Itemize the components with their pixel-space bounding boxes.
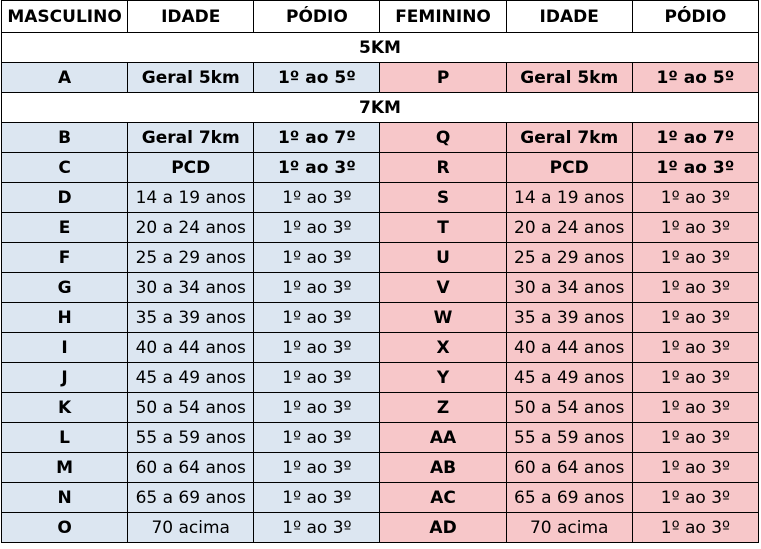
- female-code-cell: V: [380, 273, 506, 303]
- female-podium-cell: 1º ao 3º: [632, 213, 758, 243]
- male-code-cell: O: [2, 513, 128, 543]
- male-podium-cell: 1º ao 3º: [254, 393, 380, 423]
- female-podium-cell: 1º ao 3º: [632, 513, 758, 543]
- female-podium-cell: 1º ao 3º: [632, 153, 758, 183]
- male-age-cell: 70 acima: [128, 513, 254, 543]
- female-code-cell: T: [380, 213, 506, 243]
- table-row: [2, 363, 759, 393]
- female-code-cell: AB: [380, 453, 506, 483]
- female-podium-cell: 1º ao 7º: [632, 123, 758, 153]
- section-row-7km: [2, 93, 759, 123]
- male-code-cell: D: [2, 183, 128, 213]
- male-code-cell: M: [2, 453, 128, 483]
- table-row: [2, 393, 759, 423]
- header-podio-m: PÓDIO: [254, 1, 380, 33]
- female-code-cell: S: [380, 183, 506, 213]
- female-age-cell: 60 a 64 anos: [506, 453, 632, 483]
- female-code-cell: AA: [380, 423, 506, 453]
- male-podium-cell: 1º ao 3º: [254, 423, 380, 453]
- male-age-cell: Geral 7km: [128, 123, 254, 153]
- female-podium-cell: 1º ao 3º: [632, 243, 758, 273]
- male-age-cell: 60 a 64 anos: [128, 453, 254, 483]
- female-podium-cell: 1º ao 3º: [632, 303, 758, 333]
- male-age-cell: 20 a 24 anos: [128, 213, 254, 243]
- male-age-cell: 65 a 69 anos: [128, 483, 254, 513]
- male-code-cell: N: [2, 483, 128, 513]
- female-podium-cell: 1º ao 3º: [632, 483, 758, 513]
- male-age-cell: 40 a 44 anos: [128, 333, 254, 363]
- female-age-cell: 20 a 24 anos: [506, 213, 632, 243]
- female-age-cell: 55 a 59 anos: [506, 423, 632, 453]
- female-age-cell: 50 a 54 anos: [506, 393, 632, 423]
- male-code-cell: G: [2, 273, 128, 303]
- male-age-cell: 50 a 54 anos: [128, 393, 254, 423]
- male-podium-cell: 1º ao 3º: [254, 333, 380, 363]
- table-row: [2, 483, 759, 513]
- female-age-cell: Geral 7km: [506, 123, 632, 153]
- male-code-cell: A: [2, 63, 128, 93]
- male-code-cell: E: [2, 213, 128, 243]
- male-age-cell: PCD: [128, 153, 254, 183]
- male-code-cell: B: [2, 123, 128, 153]
- header-masculino: MASCULINO: [2, 1, 128, 33]
- male-code-cell: K: [2, 393, 128, 423]
- table-row-5km: [2, 63, 759, 93]
- male-code-cell: J: [2, 363, 128, 393]
- female-code-cell: P: [380, 63, 506, 93]
- female-podium-cell: 1º ao 3º: [632, 273, 758, 303]
- male-age-cell: 25 a 29 anos: [128, 243, 254, 273]
- table-row: [2, 273, 759, 303]
- female-age-cell: 70 acima: [506, 513, 632, 543]
- section-row-5km: [2, 33, 759, 63]
- male-podium-cell: 1º ao 3º: [254, 453, 380, 483]
- male-podium-cell: 1º ao 5º: [254, 63, 380, 93]
- female-podium-cell: 1º ao 3º: [632, 363, 758, 393]
- female-age-cell: Geral 5km: [506, 63, 632, 93]
- table-row: [2, 423, 759, 453]
- header-idade-f: IDADE: [506, 1, 632, 33]
- male-podium-cell: 1º ao 3º: [254, 273, 380, 303]
- table-row: [2, 303, 759, 333]
- male-age-cell: 35 a 39 anos: [128, 303, 254, 333]
- female-age-cell: 30 a 34 anos: [506, 273, 632, 303]
- female-age-cell: 25 a 29 anos: [506, 243, 632, 273]
- female-podium-cell: 1º ao 3º: [632, 423, 758, 453]
- header-podio-f: PÓDIO: [632, 1, 758, 33]
- table-row: [2, 213, 759, 243]
- male-podium-cell: 1º ao 3º: [254, 363, 380, 393]
- table-row: [2, 243, 759, 273]
- table-row: [2, 513, 759, 543]
- male-code-cell: L: [2, 423, 128, 453]
- male-age-cell: 45 a 49 anos: [128, 363, 254, 393]
- female-podium-cell: 1º ao 3º: [632, 183, 758, 213]
- male-age-cell: 14 a 19 anos: [128, 183, 254, 213]
- female-podium-cell: 1º ao 5º: [632, 63, 758, 93]
- male-podium-cell: 1º ao 3º: [254, 243, 380, 273]
- table-row: [2, 123, 759, 153]
- table-row: [2, 183, 759, 213]
- male-code-cell: F: [2, 243, 128, 273]
- female-code-cell: AC: [380, 483, 506, 513]
- male-podium-cell: 1º ao 3º: [254, 513, 380, 543]
- female-age-cell: 65 a 69 anos: [506, 483, 632, 513]
- male-age-cell: 30 a 34 anos: [128, 273, 254, 303]
- female-age-cell: 35 a 39 anos: [506, 303, 632, 333]
- male-code-cell: C: [2, 153, 128, 183]
- female-age-cell: 45 a 49 anos: [506, 363, 632, 393]
- male-age-cell: 55 a 59 anos: [128, 423, 254, 453]
- female-code-cell: U: [380, 243, 506, 273]
- female-code-cell: X: [380, 333, 506, 363]
- female-podium-cell: 1º ao 3º: [632, 333, 758, 363]
- female-podium-cell: 1º ao 3º: [632, 393, 758, 423]
- podium-table: [1, 0, 759, 543]
- female-age-cell: 14 a 19 anos: [506, 183, 632, 213]
- header-row: [2, 1, 759, 33]
- male-podium-cell: 1º ao 3º: [254, 483, 380, 513]
- male-podium-cell: 1º ao 3º: [254, 183, 380, 213]
- section-title-5km: 5KM: [2, 33, 759, 63]
- female-code-cell: Z: [380, 393, 506, 423]
- male-podium-cell: 1º ao 3º: [254, 303, 380, 333]
- male-podium-cell: 1º ao 7º: [254, 123, 380, 153]
- female-code-cell: Q: [380, 123, 506, 153]
- male-podium-cell: 1º ao 3º: [254, 153, 380, 183]
- female-age-cell: PCD: [506, 153, 632, 183]
- table-row: [2, 153, 759, 183]
- table-row: [2, 453, 759, 483]
- female-age-cell: 40 a 44 anos: [506, 333, 632, 363]
- female-code-cell: AD: [380, 513, 506, 543]
- male-code-cell: H: [2, 303, 128, 333]
- female-code-cell: R: [380, 153, 506, 183]
- male-age-cell: Geral 5km: [128, 63, 254, 93]
- table-row: [2, 333, 759, 363]
- female-code-cell: Y: [380, 363, 506, 393]
- section-title-7km: 7KM: [2, 93, 759, 123]
- male-code-cell: I: [2, 333, 128, 363]
- header-idade-m: IDADE: [128, 1, 254, 33]
- female-podium-cell: 1º ao 3º: [632, 453, 758, 483]
- male-podium-cell: 1º ao 3º: [254, 213, 380, 243]
- female-code-cell: W: [380, 303, 506, 333]
- header-feminino: FEMININO: [380, 1, 506, 33]
